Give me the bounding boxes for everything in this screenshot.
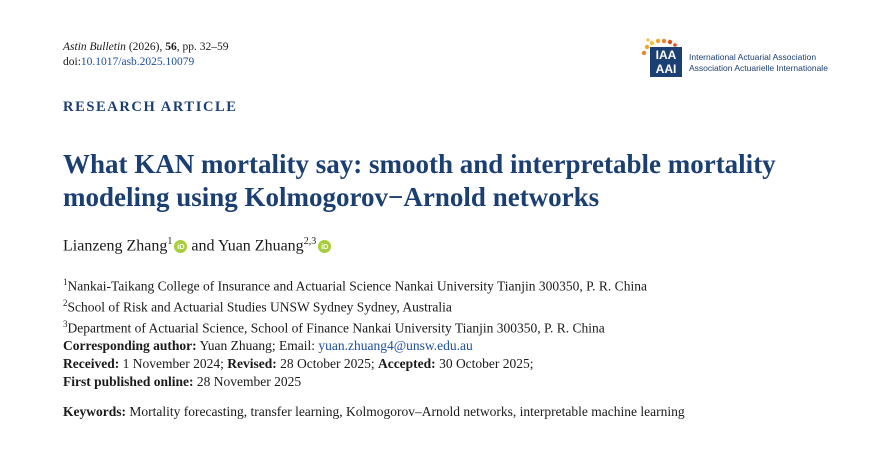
keywords-label: Keywords: [63, 404, 126, 419]
keywords-text: Mortality forecasting, transfer learning, Kolmogorov–Arnold networks, interpretable machine learning [126, 404, 685, 419]
paper-title: What KAN mortality say: smooth and interpretable mortality modeling using Kolmogorov−Arnold networks [63, 149, 776, 212]
iaa-logo [637, 37, 828, 77]
corresponding-author [63, 337, 647, 355]
journal-name: Astin Bulletin [63, 41, 126, 53]
revised-label: Revised: [227, 356, 277, 371]
affiliation-sup: 3 [63, 319, 68, 329]
affiliation-item [63, 316, 647, 337]
article-dates [63, 355, 534, 390]
corresponding-text: Yuan Zhuang; Email: [196, 338, 319, 353]
accepted-label: Accepted: [377, 356, 436, 371]
doi-line [63, 55, 228, 70]
author-sup: 2,3 [303, 236, 317, 247]
doi-link[interactable]: 10.1017/asb.2025.10079 [80, 56, 195, 68]
journal-year: (2026), [125, 41, 166, 53]
logo-mark-top: IAA [655, 48, 677, 62]
author-sup: 1 [167, 236, 173, 247]
received-date: 1 November 2024; [119, 356, 228, 371]
affiliation-text: Department of Actuarial Science, School of Finance Nankai University Tianjin 300350, P. R. China [67, 320, 605, 336]
logo-text [689, 52, 828, 74]
email-link[interactable]: yuan.zhuang4@unsw.edu.au [318, 338, 473, 353]
orcid-icon[interactable]: iD [318, 240, 331, 253]
journal-info [63, 40, 228, 70]
affiliation-item [63, 295, 647, 316]
doi-label: doi: [63, 56, 81, 68]
published-label: First published online: [63, 373, 194, 389]
journal-volume: 56 [165, 41, 177, 53]
affiliation-item [63, 274, 647, 295]
affiliation-text: School of Risk and Actuarial Studies UNSW Sydney Sydney, Australia [67, 299, 452, 315]
published-line [63, 373, 534, 391]
affiliation-sup: 1 [63, 277, 68, 287]
author-name: Lianzeng Zhang [63, 237, 168, 255]
affiliations [63, 274, 647, 355]
affiliation-sup: 2 [63, 298, 68, 308]
logo-box [650, 47, 682, 77]
published-date: 28 November 2025 [193, 373, 302, 389]
author-name: Yuan Zhuang [217, 237, 304, 255]
keywords [63, 404, 685, 420]
journal-pages: , pp. 32–59 [176, 41, 229, 53]
orcid-icon[interactable]: iD [174, 240, 187, 253]
revised-date: 28 October 2025; [276, 356, 378, 371]
corresponding-label: Corresponding author: [63, 338, 197, 353]
accepted-date: 30 October 2025; [435, 356, 534, 371]
author-separator: and [187, 237, 218, 255]
journal-citation [63, 40, 228, 55]
received-label: Received: [63, 356, 120, 371]
logo-line-1: International Actuarial Association [689, 52, 817, 62]
logo-mark-bottom: AAI [655, 62, 677, 76]
iaa-logo-mark [637, 37, 683, 77]
history-line [63, 355, 534, 373]
author-list [63, 236, 331, 255]
article-type: RESEARCH ARTICLE [63, 99, 238, 115]
logo-line-2: Association Actuarielle Internationale [689, 63, 828, 73]
affiliation-text: Nankai-Taikang College of Insurance and Actuarial Science Nankai University Tianjin 300350, P. R. China [67, 278, 647, 294]
